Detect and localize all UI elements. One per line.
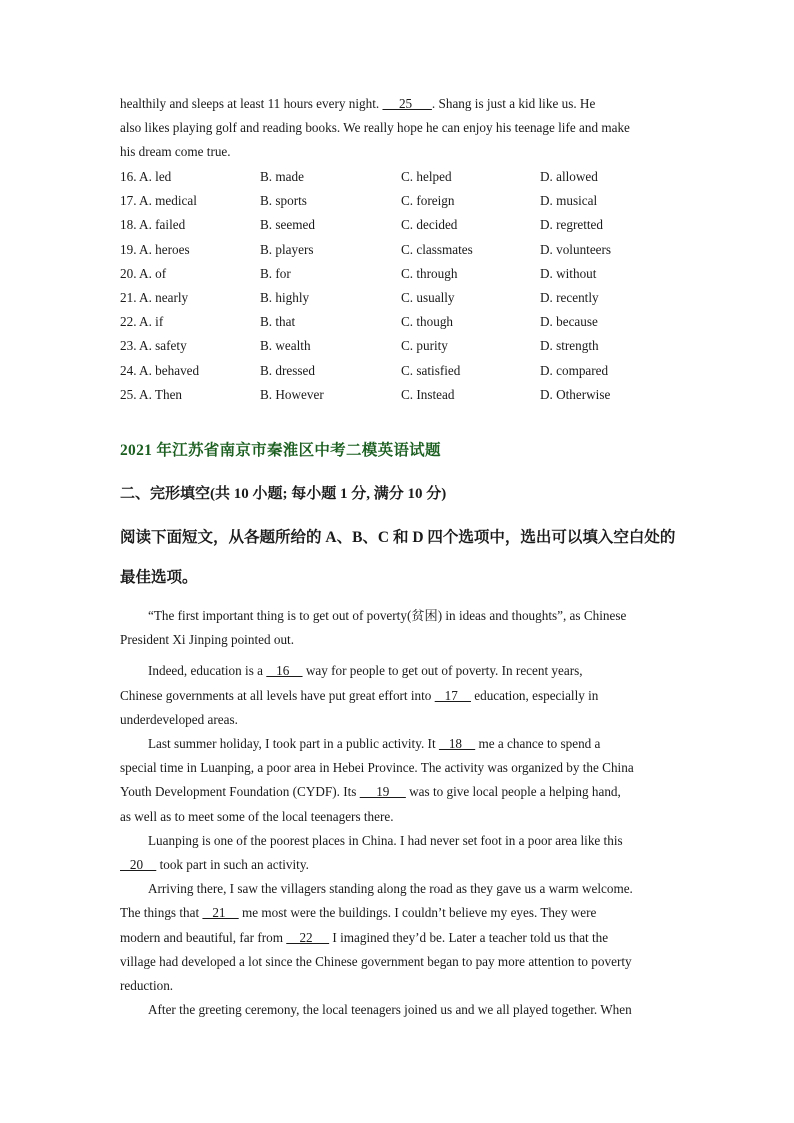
option-b: B. dressed [260, 362, 315, 378]
option-c: C. foreign [401, 193, 455, 209]
blank-16: 16 [266, 663, 303, 679]
option-row [120, 262, 680, 286]
passage-line: special time in Luanping, a poor area in Hebei Province. The activity was organized by the China [120, 760, 634, 776]
option-b: B. players [260, 241, 314, 257]
text: Youth Development Foundation (CYDF). Its [120, 784, 360, 800]
passage-line: village had developed a lot since the Chinese government began to pay more attention to poverty [120, 953, 632, 969]
passage-line [120, 659, 668, 683]
blank-22: 22 [286, 929, 330, 945]
intro-line: also likes playing golf and reading books. We really hope he can enjoy his teenage life and make [120, 120, 630, 136]
options-table [120, 165, 680, 407]
option-row [120, 334, 680, 358]
text: Indeed, education is a [148, 663, 267, 679]
intro-line: his dream come true. [120, 144, 231, 160]
option-row [120, 238, 680, 262]
passage-line [120, 684, 668, 708]
text: I imagined they’d be. Later a teacher told us that the [329, 929, 609, 945]
text: Last summer holiday, I took part in a public activity. It [148, 736, 439, 752]
option-d: D. without [540, 265, 597, 281]
option-a: 24. A. behaved [120, 362, 200, 378]
option-c: C. decided [401, 217, 458, 233]
option-b: B. that [260, 314, 296, 330]
option-d: D. Otherwise [540, 386, 611, 402]
option-c: C. though [401, 314, 454, 330]
text: education, especially in [470, 687, 599, 703]
option-d: D. recently [540, 289, 599, 305]
text: me a chance to spend a [475, 736, 601, 752]
option-c: C. through [401, 265, 458, 281]
option-a: 17. A. medical [120, 193, 197, 209]
text: took part in such an activity. [156, 857, 309, 873]
blank-25: 25 [382, 96, 432, 111]
option-row [120, 310, 680, 334]
option-d: D. strength [540, 338, 599, 354]
option-a: 21. A. nearly [120, 289, 189, 305]
option-d: D. volunteers [540, 241, 612, 257]
option-b: B. However [260, 386, 324, 402]
passage-line: President Xi Jinping pointed out. [120, 632, 294, 648]
passage-line [120, 853, 668, 877]
blank-17: 17 [434, 687, 471, 703]
text: Chinese governments at all levels have put great effort into [120, 687, 435, 703]
passage-line: Luanping is one of the poorest places in China. I had never set foot in a poor area like this [148, 832, 623, 848]
option-row [120, 359, 680, 383]
text: was to give local people a helping hand, [405, 784, 621, 800]
option-d: D. compared [540, 362, 609, 378]
option-d: D. musical [540, 193, 598, 209]
option-c: C. satisfied [401, 362, 461, 378]
intro-line [120, 92, 668, 116]
option-row [120, 189, 680, 213]
text: way for people to get out of poverty. In recent years, [302, 663, 583, 679]
cloze-passage [120, 604, 668, 1022]
text: . Shang is just a kid like us. He [431, 96, 596, 111]
blank-19: 19 [359, 784, 406, 800]
option-c: C. classmates [401, 241, 473, 257]
passage-line: underdeveloped areas. [120, 711, 238, 727]
option-d: D. because [540, 314, 598, 330]
option-c: C. usually [401, 289, 455, 305]
option-a: 23. A. safety [120, 338, 187, 354]
option-row [120, 213, 680, 237]
intro-paragraph [120, 92, 668, 165]
option-a: 16. A. led [120, 169, 172, 184]
option-b: B. highly [260, 289, 310, 305]
option-a: 25. A. Then [120, 386, 183, 402]
exam-title: 2021 年江苏省南京市秦淮区中考二模英语试题 [120, 442, 441, 459]
option-c: C. purity [401, 338, 448, 354]
instructions: 阅读下面短文，从各题所给的 A、B、C 和 D 四个选项中，选出可以填入空白处的最佳选项。 [120, 529, 676, 586]
option-c: C. helped [401, 169, 452, 184]
text: The things that [120, 905, 203, 921]
option-b: B. sports [260, 193, 307, 209]
passage-line: as well as to meet some of the local teenagers there. [120, 808, 394, 824]
passage-line: “The first important thing is to get out of poverty(贫困) in ideas and thoughts”, as Chinese [148, 608, 627, 623]
option-a: 19. A. heroes [120, 241, 190, 257]
passage-line: Arriving there, I saw the villagers standing along the road as they gave us a warm welcome. [148, 881, 633, 897]
option-b: B. made [260, 169, 304, 184]
option-row [120, 383, 680, 407]
blank-20: 20 [120, 857, 157, 873]
text: me most were the buildings. I couldn’t believe my eyes. They were [238, 905, 597, 921]
option-b: B. wealth [260, 338, 311, 354]
option-a: 18. A. failed [120, 217, 186, 233]
passage-line [120, 926, 668, 950]
section-heading: 二、完形填空(共 10 小题; 每小题 1 分, 满分 10 分) [120, 486, 447, 502]
option-d: D. regretted [540, 217, 603, 233]
text: healthily and sleeps at least 11 hours every night. [120, 96, 383, 111]
passage-line [120, 901, 668, 925]
blank-21: 21 [202, 905, 239, 921]
text: modern and beautiful, far from [120, 929, 287, 945]
option-a: 20. A. of [120, 265, 167, 281]
option-a: 22. A. if [120, 314, 164, 330]
passage-line: reduction. [120, 978, 174, 994]
passage-line [120, 732, 668, 756]
option-row [120, 286, 680, 310]
blank-18: 18 [438, 736, 476, 752]
option-b: B. seemed [260, 217, 315, 233]
option-d: D. allowed [540, 169, 598, 184]
option-c: C. Instead [401, 386, 455, 402]
option-row [120, 165, 680, 189]
passage-line: After the greeting ceremony, the local teenagers joined us and we all played together. When [148, 1002, 632, 1018]
option-b: B. for [260, 265, 291, 281]
passage-line [120, 780, 668, 804]
